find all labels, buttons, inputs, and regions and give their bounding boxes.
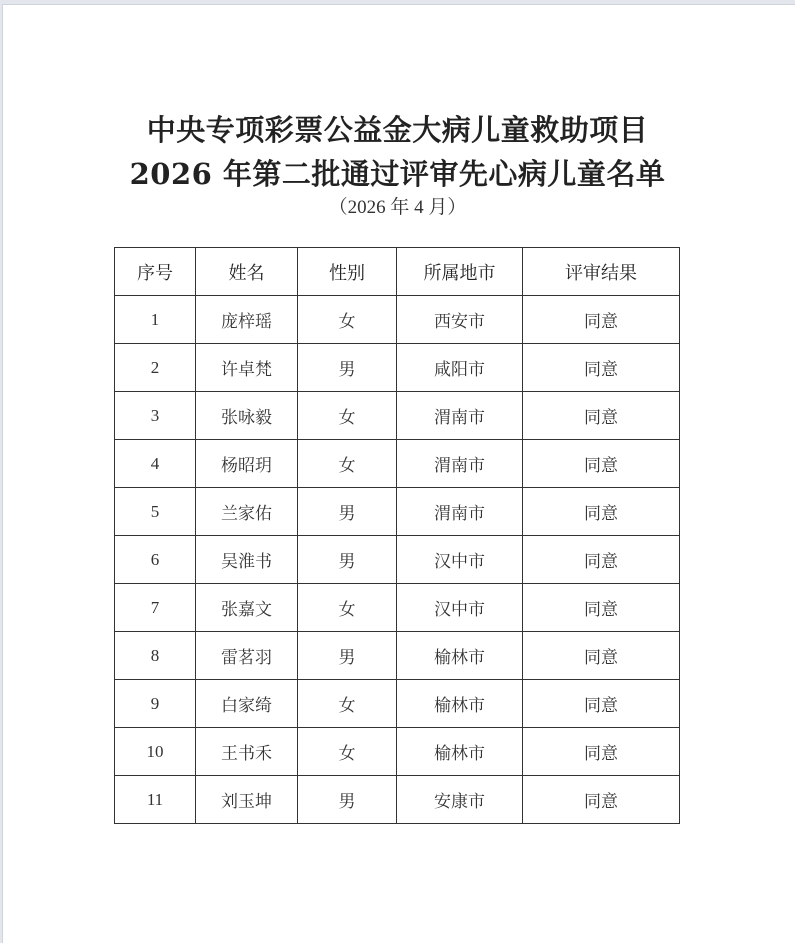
- cell-index: 10: [115, 728, 196, 776]
- children-list-table: [114, 247, 680, 824]
- cell-name: 雷茗羽: [196, 632, 298, 680]
- cell-index: 9: [115, 680, 196, 728]
- table-row: [115, 776, 680, 824]
- cell-city: 安康市: [397, 776, 523, 824]
- cell-name: 白家绮: [196, 680, 298, 728]
- table-row: [115, 728, 680, 776]
- cell-name: 张咏毅: [196, 392, 298, 440]
- cell-result: 同意: [523, 680, 680, 728]
- cell-index: 2: [115, 344, 196, 392]
- cell-result: 同意: [523, 584, 680, 632]
- cell-city: 汉中市: [397, 584, 523, 632]
- header-city: 所属地市: [397, 248, 523, 296]
- cell-result: 同意: [523, 440, 680, 488]
- cell-index: 5: [115, 488, 196, 536]
- cell-city: 榆林市: [397, 680, 523, 728]
- table-header-row: [115, 248, 680, 296]
- table-row: [115, 440, 680, 488]
- cell-result: 同意: [523, 776, 680, 824]
- document-title-line1: 中央专项彩票公益金大病儿童救助项目: [146, 113, 649, 147]
- cell-index: 4: [115, 440, 196, 488]
- cell-name: 刘玉坤: [196, 776, 298, 824]
- cell-city: 榆林市: [397, 728, 523, 776]
- cell-city: 榆林市: [397, 632, 523, 680]
- table-row: [115, 296, 680, 344]
- cell-result: 同意: [523, 632, 680, 680]
- cell-result: 同意: [523, 488, 680, 536]
- header-name: 姓名: [196, 248, 298, 296]
- table-row: [115, 488, 680, 536]
- cell-name: 杨昭玥: [196, 440, 298, 488]
- cell-name: 吴淮书: [196, 536, 298, 584]
- table-row: [115, 584, 680, 632]
- cell-name: 张嘉文: [196, 584, 298, 632]
- cell-index: 11: [115, 776, 196, 824]
- cell-gender: 女: [298, 584, 397, 632]
- cell-city: 西安市: [397, 296, 523, 344]
- header-result: 评审结果: [523, 248, 680, 296]
- header-index: 序号: [115, 248, 196, 296]
- cell-city: 渭南市: [397, 488, 523, 536]
- cell-index: 7: [115, 584, 196, 632]
- cell-gender: 男: [298, 344, 397, 392]
- cell-name: 兰家佑: [196, 488, 298, 536]
- cell-gender: 女: [298, 296, 397, 344]
- cell-name: 许卓梵: [196, 344, 298, 392]
- cell-gender: 女: [298, 392, 397, 440]
- cell-city: 汉中市: [397, 536, 523, 584]
- cell-name: 庞梓瑶: [196, 296, 298, 344]
- cell-name: 王书禾: [196, 728, 298, 776]
- cell-index: 8: [115, 632, 196, 680]
- cell-city: 渭南市: [397, 440, 523, 488]
- cell-gender: 男: [298, 776, 397, 824]
- cell-result: 同意: [523, 728, 680, 776]
- cell-gender: 女: [298, 440, 397, 488]
- cell-index: 3: [115, 392, 196, 440]
- table-row: [115, 392, 680, 440]
- table-row: [115, 680, 680, 728]
- document-title-line2: 2026 年第二批通过评审先心病儿童名单: [129, 157, 666, 191]
- cell-result: 同意: [523, 536, 680, 584]
- cell-gender: 女: [298, 680, 397, 728]
- cell-city: 咸阳市: [397, 344, 523, 392]
- cell-gender: 男: [298, 632, 397, 680]
- cell-result: 同意: [523, 344, 680, 392]
- table-row: [115, 536, 680, 584]
- cell-index: 1: [115, 296, 196, 344]
- cell-gender: 男: [298, 536, 397, 584]
- cell-gender: 男: [298, 488, 397, 536]
- cell-city: 渭南市: [397, 392, 523, 440]
- table-row: [115, 632, 680, 680]
- document-date: （2026 年 4 月）: [328, 197, 467, 218]
- header-gender: 性别: [298, 248, 397, 296]
- cell-result: 同意: [523, 296, 680, 344]
- cell-gender: 女: [298, 728, 397, 776]
- table-row: [115, 344, 680, 392]
- cell-index: 6: [115, 536, 196, 584]
- cell-result: 同意: [523, 392, 680, 440]
